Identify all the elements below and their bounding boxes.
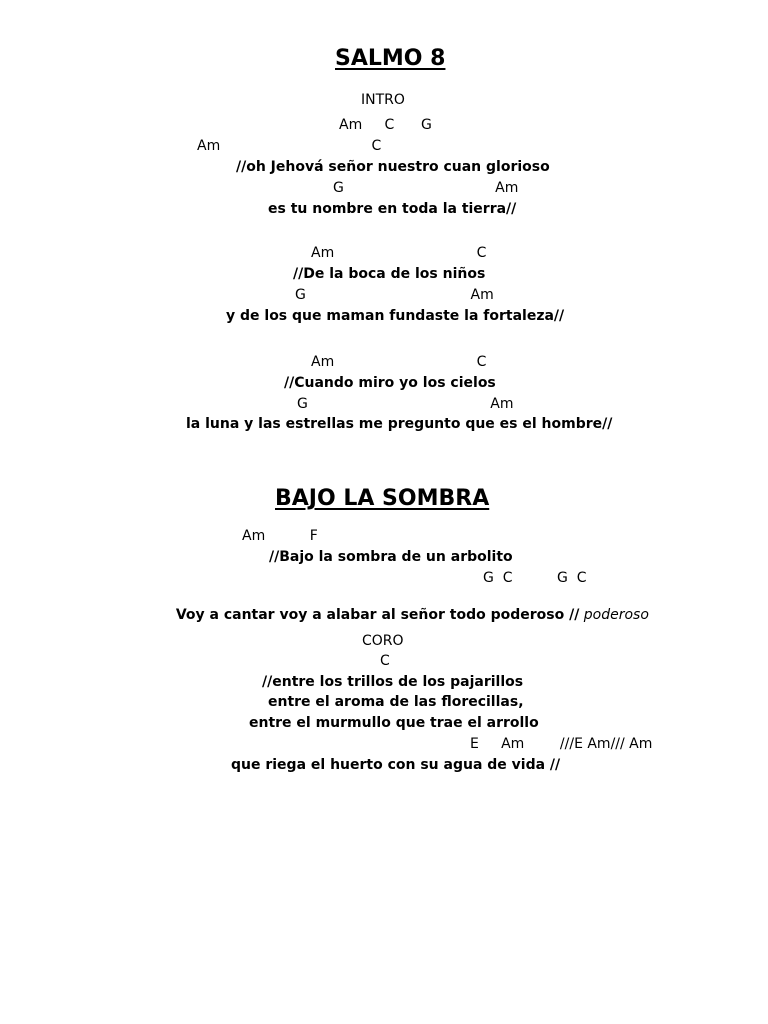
lyric-line: que riega el huerto con su agua de vida // [231,757,561,773]
intro-label: INTRO [361,92,405,108]
chord-line: G C G C [483,570,587,586]
lyric-line: //Bajo la sombra de un arbolito [269,549,513,565]
lyric-line: entre el aroma de las florecillas, [268,694,524,710]
lyric-line: y de los que maman fundaste la fortaleza// [226,308,565,324]
chord-line: G Am [333,180,519,196]
lyric-line: //De la boca de los niños [293,266,486,282]
chord-line: Am C [311,354,487,370]
intro-chords: Am C G [339,117,432,133]
echo-text: poderoso [583,607,649,623]
song-title-bajo-la-sombra: BAJO LA SOMBRA [275,486,490,511]
chord-line: G Am [295,287,494,303]
lyric-line: entre el murmullo que trae el arrollo [249,715,539,731]
lyric-line: la luna y las estrellas me pregunto que es el hombre// [186,416,613,432]
lyric-line: //entre los trillos de los pajarillos [262,674,524,690]
chord-line: E Am ///E Am/// Am [470,736,653,752]
lyric-line: //Cuando miro yo los cielos [284,375,496,391]
coro-label: CORO [362,633,404,649]
chord-line: C [380,653,390,669]
chord-line: Am C [197,138,382,154]
song-title-salmo-8: SALMO 8 [335,46,446,71]
chord-line: Am C [311,245,487,261]
lyric-text: Voy a cantar voy a alabar al señor todo poderoso // [175,607,580,623]
lyric-line: es tu nombre en toda la tierra// [268,201,517,217]
chord-line: Am F [242,528,318,544]
lyric-line: //oh Jehová señor nuestro cuan glorioso [236,159,550,175]
chord-line: G Am [297,396,514,412]
lyric-line-with-echo [158,591,649,639]
